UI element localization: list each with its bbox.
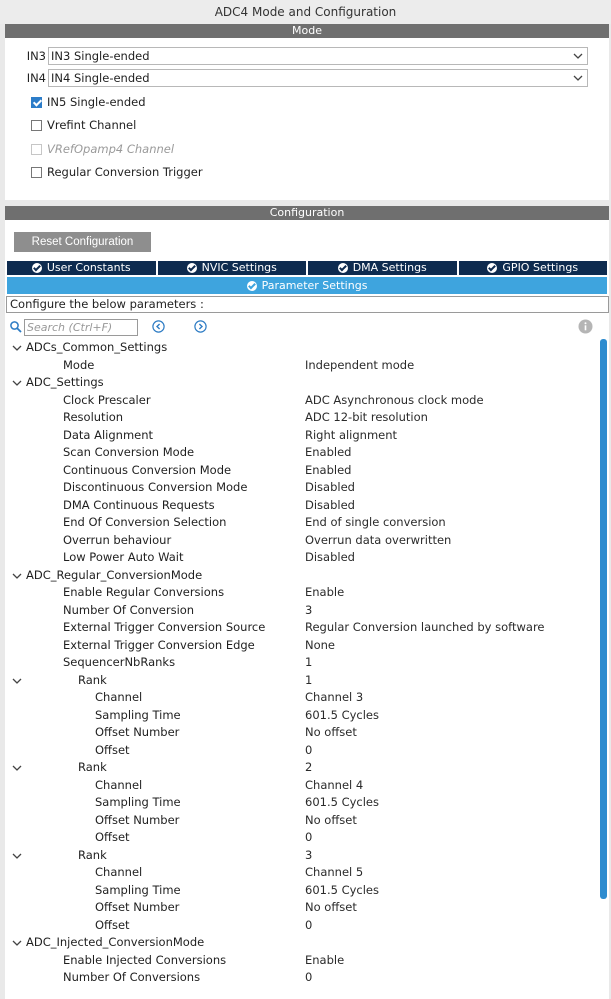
tab-label: Parameter Settings (261, 279, 368, 292)
in5-checkbox-label: IN5 Single-ended (47, 95, 146, 109)
tree-param-value: Right alignment (305, 427, 398, 442)
search-icon (9, 320, 23, 334)
tree-param-value: Disabled (305, 550, 355, 564)
tree-param-name: Channel (95, 865, 143, 879)
tree-param-value: 1 (305, 672, 313, 687)
tree-param-name: Sampling Time (95, 795, 181, 809)
tree-param-row[interactable] (5, 619, 601, 637)
tree-group-row[interactable] (5, 847, 601, 865)
tree-param-name: Enable Regular Conversions (63, 585, 225, 599)
chevron-down-icon[interactable] (12, 343, 22, 353)
chevron-down-icon[interactable] (12, 378, 22, 388)
tree-param-value: 1 (305, 655, 313, 669)
vrefint-checkbox-label: Vrefint Channel (47, 118, 137, 132)
tree-param-value: Regular Conversion launched by software (305, 620, 545, 634)
tree-param-name: Overrun behaviour (63, 532, 172, 547)
mode-panel-header: Mode (5, 24, 609, 38)
tree-param-row[interactable] (5, 654, 601, 672)
tab-dma-settings[interactable] (308, 261, 457, 275)
tree-param-row[interactable] (5, 514, 601, 532)
tree-param-value: Channel 5 (305, 865, 364, 879)
tree-param-name: Offset (95, 917, 130, 932)
tree-param-row[interactable] (5, 532, 601, 550)
tree-param-row[interactable] (5, 794, 601, 812)
tree-param-value: 601.5 Cycles (305, 882, 379, 897)
chevron-down-icon (573, 51, 583, 61)
tab-label: User Constants (46, 261, 131, 274)
tree-param-value: None (305, 637, 336, 652)
tree-param-row[interactable] (5, 777, 601, 795)
tree-param-value: Channel 3 (305, 690, 364, 704)
tree-param-row[interactable] (5, 497, 601, 515)
chevron-down-icon[interactable] (12, 676, 22, 686)
check-circle-icon (247, 281, 257, 291)
configure-parameters-label: Configure the below parameters : (6, 296, 609, 313)
tree-param-row[interactable] (5, 602, 601, 620)
tree-param-name: Channel (95, 777, 143, 792)
in3-row (5, 47, 588, 65)
tree-param-name: External Trigger Conversion Source (63, 620, 266, 634)
settings-tabs (7, 261, 607, 275)
tree-param-row[interactable] (5, 637, 601, 655)
tree-group-row[interactable] (5, 374, 601, 392)
vrefopamp4-checkbox-row (31, 141, 174, 157)
tree-param-value: No offset (305, 900, 357, 914)
tree-param-row[interactable] (5, 462, 601, 480)
tree-param-value: 0 (305, 970, 313, 984)
tree-param-name: Channel (95, 690, 143, 704)
tree-param-value: Disabled (305, 480, 355, 494)
tree-param-value: 601.5 Cycles (305, 795, 379, 809)
tree-param-value: Disabled (305, 497, 355, 512)
tree-param-name: Offset (95, 830, 130, 844)
in3-label: IN3 (26, 49, 46, 63)
tab-gpio-settings[interactable] (459, 261, 608, 275)
arrow-left-circle-icon[interactable] (152, 320, 165, 333)
tree-param-name: Rank (78, 760, 107, 774)
tree-param-row[interactable] (5, 689, 601, 707)
tree-param-value: Enable (305, 585, 345, 599)
info-icon[interactable] (578, 319, 593, 334)
tree-param-row[interactable] (5, 479, 601, 497)
tree-param-value: ADC 12-bit resolution (305, 410, 428, 424)
tree-param-name: Clock Prescaler (63, 392, 151, 407)
tree-param-value: Enabled (305, 445, 352, 459)
tree-param-name: Number Of Conversion (63, 602, 195, 617)
tree-param-name: ADC_Settings (26, 375, 104, 389)
tree-param-row[interactable] (5, 952, 601, 970)
in4-row (5, 69, 588, 87)
tree-scrollbar[interactable] (600, 339, 607, 899)
tree-param-row[interactable] (5, 882, 601, 900)
tree-param-value: End of single conversion (305, 515, 446, 529)
tree-param-row[interactable] (5, 357, 601, 375)
tree-param-row[interactable] (5, 409, 601, 427)
tree-param-name: Sampling Time (95, 707, 181, 722)
in4-select-value: IN4 Single-ended (51, 71, 150, 85)
in3-select[interactable] (48, 47, 588, 65)
tree-param-name: Rank (78, 672, 107, 687)
search-input[interactable] (24, 319, 138, 336)
arrow-right-circle-icon[interactable] (194, 320, 207, 333)
tree-param-name: Mode (63, 357, 95, 372)
in3-select-value: IN3 Single-ended (51, 49, 150, 63)
check-circle-icon (32, 263, 42, 273)
vrefopamp4-checkbox-label: VRefOpamp4 Channel (47, 142, 175, 156)
tree-param-value: No offset (305, 725, 357, 739)
chevron-down-icon[interactable] (12, 851, 22, 861)
vrefint-checkbox[interactable] (31, 120, 42, 131)
chevron-down-icon[interactable] (12, 763, 22, 773)
check-circle-icon (487, 263, 497, 273)
tree-param-name: Offset (95, 742, 130, 757)
tree-param-row[interactable] (5, 724, 601, 742)
tree-param-name: DMA Continuous Requests (63, 497, 215, 512)
tree-param-name: Offset Number (95, 900, 180, 914)
vrefopamp4-checkbox (31, 144, 42, 155)
check-circle-icon (187, 263, 197, 273)
tree-param-value: 3 (305, 602, 313, 617)
tab-nvic-settings[interactable] (158, 261, 307, 275)
tree-param-name: ADCs_Common_Settings (26, 340, 168, 354)
tree-param-name: External Trigger Conversion Edge (63, 637, 255, 652)
mode-panel (5, 24, 609, 200)
tree-group-row[interactable] (5, 672, 601, 690)
tree-param-value: Independent mode (305, 357, 415, 372)
search-bar (9, 318, 138, 336)
tab-parameter-settings[interactable] (7, 277, 607, 294)
tree-group-row[interactable] (5, 567, 601, 585)
tree-param-name: Offset Number (95, 725, 180, 739)
tree-param-name: Resolution (63, 410, 124, 424)
tree-param-value: 0 (305, 742, 313, 757)
tree-param-name: End Of Conversion Selection (63, 515, 227, 529)
tab-label: NVIC Settings (201, 261, 277, 274)
tree-param-name: SequencerNbRanks (63, 655, 176, 669)
tab-label: GPIO Settings (502, 261, 579, 274)
in5-checkbox-row[interactable] (31, 94, 146, 110)
tree-param-name: Discontinuous Conversion Mode (63, 480, 248, 494)
tree-param-name: Number Of Conversions (63, 970, 201, 984)
tree-param-row[interactable] (5, 549, 601, 567)
tree-param-name: ADC_Injected_ConversionMode (26, 935, 205, 949)
reset-configuration-button[interactable]: Reset Configuration (14, 232, 151, 252)
tree-param-name: Data Alignment (63, 427, 154, 442)
tree-param-value: 3 (305, 847, 313, 862)
tree-param-value: 0 (305, 917, 313, 932)
tree-param-value: No offset (305, 812, 357, 827)
tab-label: DMA Settings (352, 261, 427, 274)
tree-param-row[interactable] (5, 812, 601, 830)
regular-trigger-checkbox[interactable] (31, 167, 42, 178)
tree-param-value: 601.5 Cycles (305, 707, 379, 722)
chevron-down-icon (573, 73, 583, 83)
in4-label: IN4 (26, 71, 46, 85)
tree-param-value: 2 (305, 760, 313, 774)
tree-param-row[interactable] (5, 427, 601, 445)
tree-param-row[interactable] (5, 444, 601, 462)
tree-param-row[interactable] (5, 742, 601, 760)
regular-trigger-checkbox-label: Regular Conversion Trigger (47, 165, 203, 179)
tree-param-name: ADC_Regular_ConversionMode (26, 567, 203, 582)
in4-select[interactable] (48, 69, 588, 87)
tree-param-row[interactable] (5, 969, 601, 987)
tree-param-name: Sampling Time (95, 882, 181, 897)
chevron-down-icon[interactable] (12, 938, 22, 948)
tab-user-constants[interactable] (7, 261, 156, 275)
tree-group-row[interactable] (5, 759, 601, 777)
parameter-tree (5, 339, 601, 987)
tree-param-row[interactable] (5, 864, 601, 882)
tree-param-name: Offset Number (95, 812, 180, 827)
in5-checkbox[interactable] (31, 97, 42, 108)
tree-param-value: Enabled (305, 462, 352, 477)
tree-param-row[interactable] (5, 584, 601, 602)
tree-param-name: Low Power Auto Wait (63, 550, 184, 564)
configuration-panel (5, 206, 609, 999)
tree-group-row[interactable] (5, 934, 601, 952)
tree-param-value: Enable (305, 952, 345, 967)
regular-trigger-checkbox-row[interactable] (31, 164, 203, 180)
tree-param-value: Channel 4 (305, 777, 364, 792)
tree-param-row[interactable] (5, 917, 601, 935)
configuration-panel-header: Configuration (5, 206, 609, 220)
tree-param-row[interactable] (5, 899, 601, 917)
tree-param-value: 0 (305, 830, 313, 844)
chevron-down-icon[interactable] (12, 571, 22, 581)
window-title: ADC4 Mode and Configuration (0, 0, 611, 24)
tree-param-row[interactable] (5, 829, 601, 847)
check-circle-icon (338, 263, 348, 273)
tree-param-name: Scan Conversion Mode (63, 445, 195, 459)
tree-param-row[interactable] (5, 707, 601, 725)
vrefint-checkbox-row[interactable] (31, 117, 136, 133)
tree-param-value: ADC Asynchronous clock mode (305, 392, 484, 407)
tree-param-value: Overrun data overwritten (305, 532, 452, 547)
tree-param-name: Rank (78, 847, 107, 862)
tree-group-row[interactable] (5, 339, 601, 357)
tree-param-name: Continuous Conversion Mode (63, 462, 232, 477)
tree-param-row[interactable] (5, 392, 601, 410)
tree-param-name: Enable Injected Conversions (63, 952, 227, 967)
